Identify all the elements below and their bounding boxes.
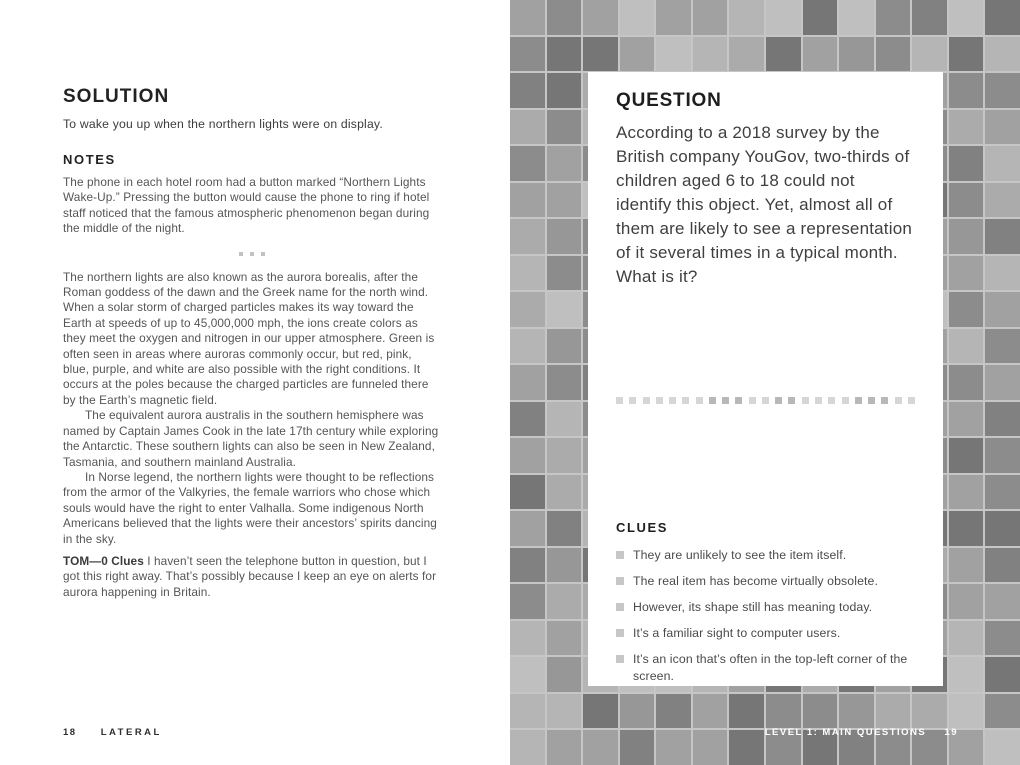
mosaic-tile [510, 475, 545, 510]
mosaic-tile [839, 0, 874, 35]
mosaic-tile [510, 365, 545, 400]
mosaic-tile [839, 37, 874, 72]
mosaic-tile [985, 402, 1020, 437]
mosaic-tile [547, 548, 582, 583]
mosaic-tile [693, 37, 728, 72]
divider-square-icon [802, 397, 809, 404]
mosaic-tile [583, 37, 618, 72]
mosaic-tile [729, 694, 764, 729]
mosaic-tile [766, 694, 801, 729]
clue-item [616, 573, 915, 590]
divider-square-icon [881, 397, 888, 404]
mosaic-tile [547, 365, 582, 400]
mosaic-tile [839, 694, 874, 729]
divider-square-icon [250, 252, 254, 256]
mosaic-tile [693, 730, 728, 765]
clue-item [616, 651, 915, 685]
mosaic-tile [729, 730, 764, 765]
divider-square-icon [775, 397, 782, 404]
mosaic-tile [985, 329, 1020, 364]
mosaic-tile [510, 329, 545, 364]
left-page-content [0, 0, 510, 600]
mosaic-tile [620, 694, 655, 729]
mosaic-tile [729, 0, 764, 35]
tom-clues-text: I haven’t seen the telephone button in question, but I got this right away. That’s possibly because I keep an eye on alerts for aurora happening in Britain. [63, 553, 437, 599]
mosaic-tile [547, 584, 582, 619]
mosaic-tile [949, 511, 984, 546]
divider-square-icon [749, 397, 756, 404]
mosaic-tile [876, 37, 911, 72]
divider-square-icon [616, 397, 623, 404]
body-paragraph-3: In Norse legend, the northern lights were thought to be reflections from the armor of the Valkyries, the female warriors who chose which souls would have the right to enter Valhalla. Some indigenous North Americans believed that the lights were their ancestors’ spirits dancing in the sky. [63, 469, 437, 546]
mosaic-tile [985, 511, 1020, 546]
square-bullet-icon [616, 551, 624, 559]
divider-square-icon [643, 397, 650, 404]
mosaic-tile [547, 37, 582, 72]
divider-square-icon [629, 397, 636, 404]
mosaic-tile [620, 730, 655, 765]
mosaic-tile [949, 584, 984, 619]
mosaic-tile [949, 37, 984, 72]
mosaic-tile [510, 0, 545, 35]
mosaic-tile [510, 584, 545, 619]
question-card [588, 72, 943, 686]
mosaic-tile [912, 37, 947, 72]
mosaic-tile [510, 37, 545, 72]
mosaic-tile [985, 584, 1020, 619]
mosaic-tile [985, 475, 1020, 510]
mosaic-tile [949, 146, 984, 181]
book-title: LATERAL [100, 727, 162, 738]
mosaic-tile [510, 657, 545, 692]
mosaic-tile [912, 694, 947, 729]
mosaic-tile [547, 183, 582, 218]
tom-clues-note [63, 554, 441, 600]
clues-heading: CLUES [616, 520, 669, 535]
tom-clues-label: TOM—0 Clues [63, 553, 144, 568]
mosaic-tile [803, 37, 838, 72]
question-heading: QUESTION [616, 90, 722, 111]
mosaic-tile [656, 730, 691, 765]
mosaic-tile [693, 694, 728, 729]
clue-item [616, 547, 915, 564]
mosaic-tile [985, 657, 1020, 692]
mosaic-tile [547, 329, 582, 364]
clue-item [616, 599, 915, 616]
mosaic-tile [912, 0, 947, 35]
mosaic-tile [949, 73, 984, 108]
mosaic-tile [985, 219, 1020, 254]
mosaic-tile [876, 694, 911, 729]
section-divider [63, 252, 441, 256]
mosaic-tile [985, 73, 1020, 108]
divider-square-icon [895, 397, 902, 404]
mosaic-tile [985, 438, 1020, 473]
mosaic-tile [949, 0, 984, 35]
right-footer [765, 727, 958, 738]
divider-square-icon [709, 397, 716, 404]
mosaic-tile [510, 402, 545, 437]
mosaic-tile [876, 0, 911, 35]
mosaic-tile [985, 183, 1020, 218]
clues-list [616, 547, 915, 685]
mosaic-tile [949, 694, 984, 729]
mosaic-tile [985, 365, 1020, 400]
notes-paragraph: The phone in each hotel room had a button marked “Northern Lights Wake-Up.” Pressing the button would cause the phone to ring if hotel staff noticed that the famous atmospheric phenomenon began during the middle of the night. [63, 175, 430, 236]
divider-square-icon [696, 397, 703, 404]
clue-text: It’s a familiar sight to computer users. [633, 626, 841, 640]
clue-text: It’s an icon that’s often in the top-left corner of the screen. [633, 652, 908, 683]
notes-heading: NOTES [63, 152, 116, 167]
mosaic-tile [547, 694, 582, 729]
divider-square-icon [762, 397, 769, 404]
body-paragraph-1: The northern lights are also known as the aurora borealis, after the Roman goddess of the dawn and the Greek name for the north wind. When a solar storm of charged particles makes its way toward the Earth at speeds of up to 45,000,000 mph, the ions create colors as they meet the oxygen and nitrogen in our upper atmosphere. Green is often seen in areas where auroras commonly occur, but red, pink, blue, purple, and white are also possible with the right conditions. It occurs at the poles because the charged particles are funneled there by the Earth’s magnetic field. [63, 269, 435, 407]
mosaic-tile [583, 694, 618, 729]
mosaic-tile [510, 694, 545, 729]
mosaic-tile [510, 511, 545, 546]
mosaic-tile [949, 438, 984, 473]
mosaic-tile [547, 438, 582, 473]
mosaic-tile [547, 219, 582, 254]
mosaic-tile [510, 183, 545, 218]
right-page [510, 0, 1020, 765]
left-footer [63, 727, 162, 738]
mosaic-tile [766, 37, 801, 72]
mosaic-tile [985, 621, 1020, 656]
mosaic-tile [985, 37, 1020, 72]
mosaic-tile [510, 146, 545, 181]
mosaic-tile [949, 329, 984, 364]
clue-text: However, its shape still has meaning today. [633, 600, 873, 614]
mosaic-tile [949, 219, 984, 254]
divider-square-icon [239, 252, 243, 256]
right-page-number: 19 [944, 727, 958, 738]
clue-item [616, 625, 915, 642]
mosaic-tile [620, 0, 655, 35]
mosaic-tile [949, 292, 984, 327]
divider-square-icon [868, 397, 875, 404]
mosaic-tile [766, 0, 801, 35]
square-bullet-icon [616, 577, 624, 585]
mosaic-tile [985, 548, 1020, 583]
divider-square-icon [842, 397, 849, 404]
mosaic-tile [985, 110, 1020, 145]
mosaic-tile [985, 730, 1020, 765]
mosaic-tile [985, 0, 1020, 35]
divider-square-icon [828, 397, 835, 404]
mosaic-tile [547, 0, 582, 35]
mosaic-tile [547, 146, 582, 181]
solution-answer: To wake you up when the northern lights were on display. [63, 117, 383, 131]
mosaic-tile [583, 730, 618, 765]
mosaic-tile [510, 219, 545, 254]
square-bullet-icon [616, 629, 624, 637]
mosaic-tile [803, 0, 838, 35]
mosaic-tile [803, 694, 838, 729]
mosaic-tile [656, 0, 691, 35]
mosaic-tile [985, 292, 1020, 327]
body-paragraph-2: The equivalent aurora australis in the southern hemisphere was named by Captain James Cook in the late 17th century while exploring the Antarctic. These southern lights can also be seen in New Zealand, Tasmania, and southern mainland Australia. [63, 408, 439, 469]
mosaic-tile [547, 256, 582, 291]
question-text: According to a 2018 survey by the British company YouGov, two-thirds of children aged 6 to 18 could not identify this object. Yet, almost all of them are likely to see a representation of it several times in a typical month. What is it? [616, 123, 913, 286]
divider-square-icon [261, 252, 265, 256]
mosaic-tile [547, 730, 582, 765]
mosaic-tile [510, 621, 545, 656]
mosaic-tile [949, 402, 984, 437]
clue-text: They are unlikely to see the item itself. [633, 548, 847, 562]
divider-square-icon [656, 397, 663, 404]
mosaic-tile [547, 110, 582, 145]
divider-square-icon [669, 397, 676, 404]
left-page-number: 18 [63, 727, 77, 738]
square-bullet-icon [616, 603, 624, 611]
mosaic-tile [510, 256, 545, 291]
mosaic-tile [510, 438, 545, 473]
divider-square-icon [722, 397, 729, 404]
divider-square-icon [815, 397, 822, 404]
mosaic-tile [949, 256, 984, 291]
dotted-divider [616, 397, 915, 404]
divider-square-icon [735, 397, 742, 404]
mosaic-tile [949, 365, 984, 400]
mosaic-tile [547, 73, 582, 108]
mosaic-tile [949, 110, 984, 145]
mosaic-tile [547, 657, 582, 692]
mosaic-tile [985, 256, 1020, 291]
mosaic-tile [949, 621, 984, 656]
mosaic-tile [583, 0, 618, 35]
level-label: LEVEL 1: MAIN QUESTIONS [764, 727, 927, 738]
mosaic-tile [949, 548, 984, 583]
mosaic-tile [510, 730, 545, 765]
mosaic-tile [547, 511, 582, 546]
mosaic-tile [693, 0, 728, 35]
mosaic-tile [510, 292, 545, 327]
divider-square-icon [788, 397, 795, 404]
mosaic-tile [949, 657, 984, 692]
mosaic-tile [547, 402, 582, 437]
divider-square-icon [855, 397, 862, 404]
mosaic-tile [985, 146, 1020, 181]
mosaic-tile [547, 475, 582, 510]
mosaic-tile [656, 37, 691, 72]
mosaic-tile [729, 37, 764, 72]
mosaic-tile [547, 292, 582, 327]
mosaic-tile [656, 694, 691, 729]
mosaic-tile [510, 73, 545, 108]
mosaic-tile [510, 548, 545, 583]
square-bullet-icon [616, 655, 624, 663]
mosaic-tile [949, 475, 984, 510]
mosaic-tile [985, 694, 1020, 729]
clue-text: The real item has become virtually obsolete. [633, 574, 878, 588]
mosaic-tile [510, 110, 545, 145]
divider-square-icon [682, 397, 689, 404]
mosaic-tile [620, 37, 655, 72]
solution-heading: SOLUTION [63, 86, 170, 107]
mosaic-tile [949, 183, 984, 218]
divider-square-icon [908, 397, 915, 404]
mosaic-tile [547, 621, 582, 656]
